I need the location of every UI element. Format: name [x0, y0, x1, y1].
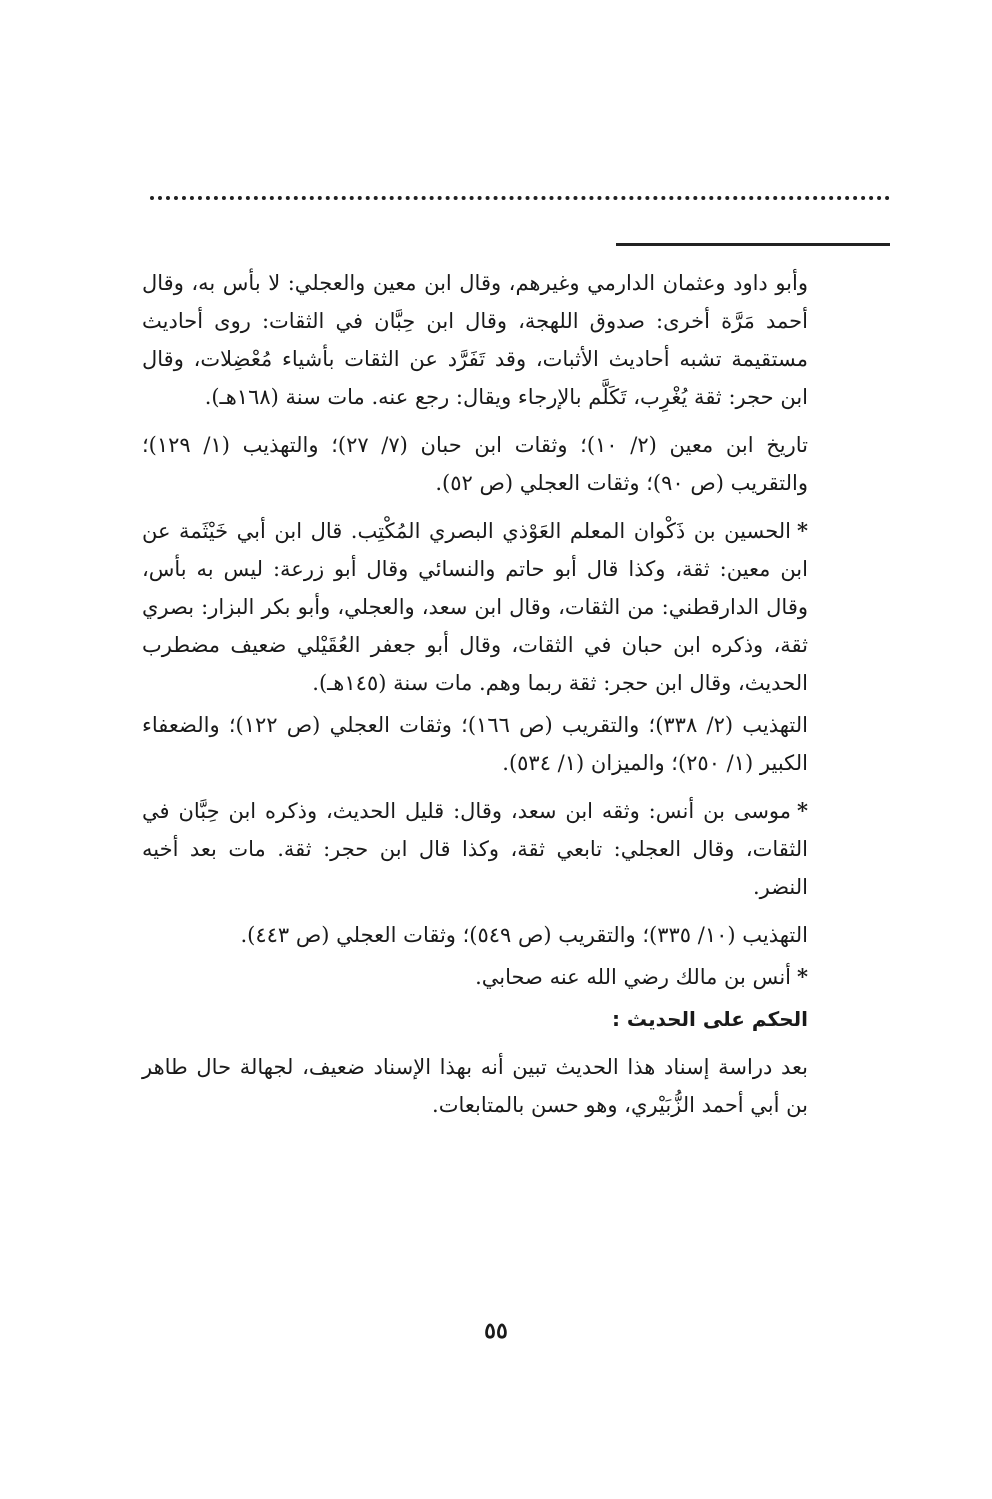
paragraph-narrator-continuation: وأبو داود وعثمان الدارمي وغيرهم، وقال ابن معين والعجلي: لا بأس به، وقال أحمد مَرَّة أخرى: صدوق اللهجة، وقال ابن حِبَّان في الثقات: روى أحاديث مستقيمة تشبه أحاديث الأثبات، وقد تَفَرَّد عن الثقات بأشياء مُعْضِلات، وقال ابن حجر: ثقة يُغْرِب، تَكَلَّم بالإرجاء ويقال: رجع عنه. مات سنة (١٦٨هـ). [142, 271, 808, 409]
page-body [142, 264, 808, 1134]
dotted-separator [150, 196, 890, 200]
paragraph-conclusion: بعد دراسة إسناد هذا الحديث تبين أنه بهذا الإسناد ضعيف، لجهالة حال طاهر بن أبي أحمد الزُّبَيْري، وهو حسن بالمتابعات. [142, 1055, 808, 1117]
footnote-rule [616, 243, 890, 246]
paragraph-narrator-anas: *أنس بن مالك رضي الله عنه صحابي. [475, 964, 808, 989]
paragraph-references-1: تاريخ ابن معين (٢/ ١٠)؛ وثقات ابن حبان (٧/ ٢٧)؛ والتهذيب (١/ ١٢٩)؛ والتقريب (ص ٩٠)؛ وثقات العجلي (ص ٥٢). [142, 433, 808, 495]
paragraph-references-3: التهذيب (١٠/ ٣٣٥)؛ والتقريب (ص ٥٤٩)؛ وثقات العجلي (ص ٤٤٣). [240, 923, 808, 947]
paragraph-narrator-husayn: *الحسين بن ذَكْوان المعلم العَوْذي البصري المُكْتِب. قال ابن أبي خَيْثَمة عن ابن معين: ثقة، وكذا قال أبو حاتم والنسائي وقال أبو زرعة: ليس به بأس، وقال الدارقطني: من الثقات، وقال ابن سعد، والعجلي، وأبو بكر البزار: بصري ثقة، وذكره ابن حبان في الثقات، وقال أبو جعفر العُقَيْلي ضعيف مضطرب الحديث، وقال ابن حجر: ثقة ربما وهم. مات سنة (١٤٥هـ). [142, 518, 808, 695]
section-heading: الحكم على الحديث : [611, 1007, 808, 1031]
paragraph-references-2: التهذيب (٢/ ٣٣٨)؛ والتقريب (ص ١٦٦)؛ وثقات العجلي (ص ١٢٢)؛ والضعفاء الكبير (١/ ٢٥٠)؛ والميزان (١/ ٥٣٤). [142, 713, 808, 775]
star-bullet: * [797, 964, 808, 989]
paragraph-narrator-musa: *موسى بن أنس: وثقه ابن سعد، وقال: قليل الحديث، وذكره ابن حِبَّان في الثقات، وقال العجلي: تابعي ثقة، وكذا قال ابن حجر: ثقة. مات بعد أخيه النضر. [142, 798, 808, 899]
star-bullet: * [797, 798, 808, 823]
page-number: ٥٥ [484, 1318, 508, 1344]
star-bullet: * [797, 518, 808, 543]
